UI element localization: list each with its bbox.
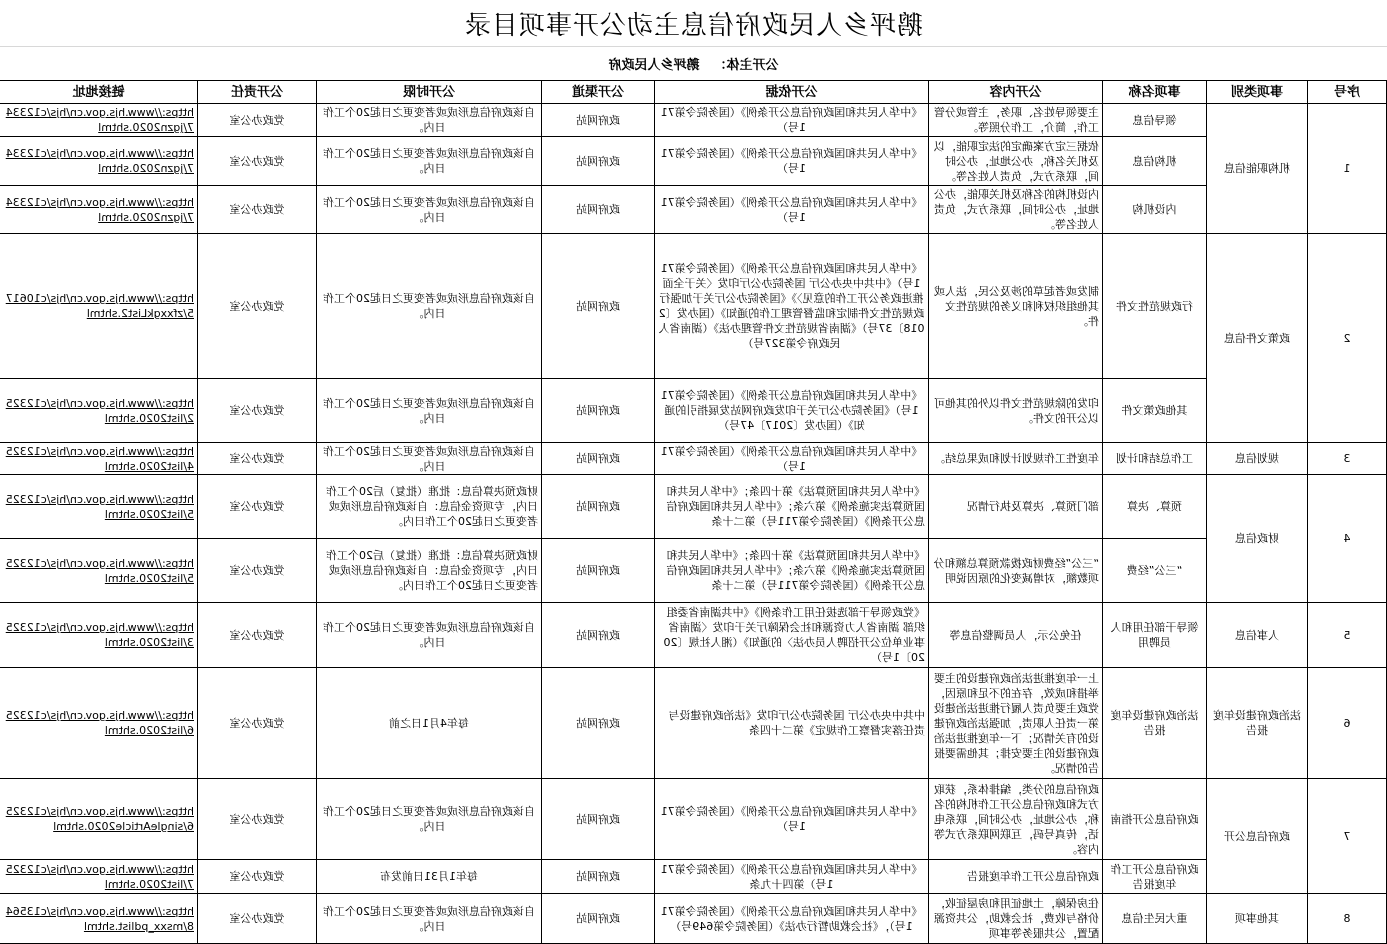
item-channel: 政府网站 [542, 104, 655, 137]
table-header-row [0, 81, 1387, 104]
item-basis: 《中华人民共和国政府信息公开条例》（国务院令第711号）《中共中央办公厅 国务院办公厅印发〈关于全面推进政务公开工作的意见〉》《国务院办公厅关于加强行政规范性文件制定和监督管理工作的通知》（国办发〔2018〕37号）《湖南省规范性文件管理办法》（湖南省人民政府令第327号） [655, 234, 929, 379]
item-name: 其他政策文件 [1103, 379, 1207, 443]
item-content: 住房保障，土地征用和房屋征收，价格与收费，社会救助，公共资源配置，公共服务等事项 [929, 894, 1103, 944]
item-deadline: 自该政府信息形成或者变更之日起20个工作日内。 [317, 779, 542, 860]
item-responsible: 党政办公室 [198, 603, 317, 668]
row-number: 4 [1308, 475, 1387, 603]
item-basis: 《中华人民共和国政府信息公开条例》（国务院令第711号），《社会救助暂行办法》（国务院令第649号） [655, 894, 929, 944]
item-content: 年度性工作规划计划和成果总结。 [929, 443, 1103, 475]
disclosure-table [0, 80, 1387, 944]
item-content: 部门预算、决算及执行情况 [929, 475, 1103, 539]
col-header-channel: 公开渠道 [542, 81, 655, 104]
table-row [0, 379, 1387, 443]
item-category: 规划信息 [1207, 443, 1308, 475]
item-link[interactable]: https://www.hjs.gov.cn/hjs/c135648/msxx_pdlist.shtml [0, 894, 198, 944]
row-number: 2 [1308, 234, 1387, 443]
item-channel: 政府网站 [542, 539, 655, 603]
item-category: 政府信息公开 [1207, 779, 1308, 894]
item-deadline: 财政预决算信息：批准（批复）后20个工作日内，专项资金信息：自该政府信息形成或者变更之日起20个工作日内。 [317, 475, 542, 539]
row-number: 3 [1308, 443, 1387, 475]
item-deadline: 自该政府信息形成或者变更之日起20个工作日内。 [317, 186, 542, 234]
item-responsible: 党政办公室 [198, 779, 317, 860]
table-row [0, 603, 1387, 668]
item-link[interactable]: https://www.hjs.gov.cn/hjs/c123252/list2020.shtml [0, 379, 198, 443]
item-deadline: 每年1月31日前发布 [317, 860, 542, 894]
publisher-line [0, 46, 1387, 81]
item-category: 政策文件信息 [1207, 234, 1308, 443]
item-responsible: 党政办公室 [198, 894, 317, 944]
item-channel: 政府网站 [542, 443, 655, 475]
table-row [0, 539, 1387, 603]
item-category: 财政信息 [1207, 475, 1308, 603]
item-responsible: 党政办公室 [198, 443, 317, 475]
col-header-link: 链接地址 [0, 81, 198, 104]
item-channel: 政府网站 [542, 779, 655, 860]
col-header-basis: 公开依据 [655, 81, 929, 104]
item-name: 领导信息 [1103, 104, 1207, 137]
publisher-name: 鹅坪乡人民政府 [608, 57, 700, 73]
row-number: 5 [1308, 603, 1387, 668]
item-basis: 《中华人民共和国政府信息公开条例》（国务院令第711号）《国务院办公厅关于印发政府网站发展指引的通知》（国办发〔2017〕47号） [655, 379, 929, 443]
col-header-category: 事项类别 [1207, 81, 1308, 104]
item-deadline: 每年4月1日之前 [317, 668, 542, 779]
table-row [0, 860, 1387, 894]
item-responsible: 党政办公室 [198, 186, 317, 234]
item-responsible: 党政办公室 [198, 379, 317, 443]
item-channel: 政府网站 [542, 894, 655, 944]
item-responsible: 党政办公室 [198, 860, 317, 894]
item-basis: 《中华人民共和国预算法》第十四条；《中华人民共和国预算法实施条例》第六条；《中华人民共和国政府信息公开条例》（国务院令第711号）第二十条 [655, 475, 929, 539]
row-number: 8 [1308, 894, 1387, 944]
row-number: 7 [1308, 779, 1387, 894]
item-name: 内设机构 [1103, 186, 1207, 234]
item-basis: 《中华人民共和国政府信息公开条例》（国务院令第711号）第四十九条 [655, 860, 929, 894]
item-category: 法治政府建设年度报告 [1207, 668, 1308, 779]
item-basis: 《中华人民共和国政府信息公开条例》（国务院令第711号） [655, 137, 929, 186]
publisher-label: 公开主体： [713, 57, 779, 73]
item-content: 上一年度推进法治政府建设的主要举措和成效，存在的不足和原因，党政主要负责人履行推进法治建设第一责任人职责，加强法治政府建设的有关情况；下一年度推进法治政府建设的主要安排；其他需要报告的情况。 [929, 668, 1103, 779]
item-name: 机构信息 [1103, 137, 1207, 186]
item-basis: 《中华人民共和国政府信息公开条例》（国务院令第711号） [655, 186, 929, 234]
table-row [0, 137, 1387, 186]
table-row [0, 104, 1387, 137]
item-content: 依据三定方案确定的法定职能，以及机关名称，办公地址，办公时间，联系方式，负责人姓名等。 [929, 137, 1103, 186]
item-basis: 中共中央办公厅 国务院办公厅印发《法治政府建设与责任落实督察工作规定》第二十四条 [655, 668, 929, 779]
item-category: 机构职能信息 [1207, 104, 1308, 234]
item-responsible: 党政办公室 [198, 104, 317, 137]
item-channel: 政府网站 [542, 186, 655, 234]
item-content: “三公”经费财政拨款预算总额和分项数额，对增减变化的原因说明 [929, 539, 1103, 603]
item-name: 政府信息公开指南 [1103, 779, 1207, 860]
row-number: 6 [1308, 668, 1387, 779]
item-deadline: 自该政府信息形成或者变更之日起20个工作日内。 [317, 234, 542, 379]
col-header-content: 公开内容 [929, 81, 1103, 104]
table-row [0, 894, 1387, 944]
item-category: 人事信息 [1207, 603, 1308, 668]
item-deadline: 自该政府信息形成或者变更之日起20个工作日内。 [317, 443, 542, 475]
item-content: 政府信息的分类，编排体系，获取方式和政府信息公开工作机构的名称，办公地址，办公时间，联系电话，传真号码，互联网联系方式等内容。 [929, 779, 1103, 860]
item-name: 预算、决算 [1103, 475, 1207, 539]
item-link[interactable]: https://www.hjs.gov.cn/hjs/c106175/zfxxgkList2.shtml [0, 234, 198, 379]
item-basis: 《中华人民共和国预算法》第十四条；《中华人民共和国预算法实施条例》第六条；《中华人民共和国政府信息公开条例》（国务院令第711号）第二十条 [655, 539, 929, 603]
table-row [0, 668, 1387, 779]
item-content: 主要领导姓名、职务，主管或分管工作，简介，工作分照等。 [929, 104, 1103, 137]
item-category: 其他事项 [1207, 894, 1308, 944]
item-link[interactable]: https://www.hjs.gov.cn/hjs/c123253/list2020.shtml [0, 603, 198, 668]
item-channel: 政府网站 [542, 475, 655, 539]
item-link[interactable]: https://www.hjs.gov.cn/hjs/c123254/list2020.shtml [0, 443, 198, 475]
item-channel: 政府网站 [542, 860, 655, 894]
item-deadline: 自该政府信息形成或者变更之日起20个工作日内。 [317, 379, 542, 443]
item-basis: 《党政领导干部选拔任用工作条例》《中共湖南省委组织部 湖南省人力资源和社会保障厅关于印发〈湖南省事业单位公开招聘人员办法〉的通知》（湘人社规〔2020〕1号） [655, 603, 929, 668]
item-name: 工作总结和计划 [1103, 443, 1207, 475]
item-link[interactable]: https://www.hjs.gov.cn/hjs/c123255/list2020.shtml [0, 539, 198, 603]
col-header-item: 事项名称 [1103, 81, 1207, 104]
item-content: 内设机构的名称及机关职能，办公地址，办公时间，联系方式，负责人姓名等。 [929, 186, 1103, 234]
item-name: 领导干部任用和人员聘用 [1103, 603, 1207, 668]
item-name: 政府信息公开工作年度报告 [1103, 860, 1207, 894]
table-row [0, 779, 1387, 860]
table-row [0, 475, 1387, 539]
item-responsible: 党政办公室 [198, 137, 317, 186]
item-channel: 政府网站 [542, 603, 655, 668]
item-link[interactable]: https://www.hjs.gov.cn/hjs/c123256/list2020.shtml [0, 668, 198, 779]
table-row [0, 443, 1387, 475]
item-deadline: 自该政府信息形成或者变更之日起20个工作日内。 [317, 104, 542, 137]
item-name: 法治政府建设年度报告 [1103, 668, 1207, 779]
item-channel: 政府网站 [542, 668, 655, 779]
item-deadline: 自该政府信息形成或者变更之日起20个工作日内。 [317, 137, 542, 186]
item-responsible: 党政办公室 [198, 475, 317, 539]
item-responsible: 党政办公室 [198, 539, 317, 603]
col-header-deadline: 公开时限 [317, 81, 542, 104]
item-basis: 《中华人民共和国政府信息公开条例》（国务院令第711号） [655, 443, 929, 475]
item-deadline: 自该政府信息形成或者变更之日起20个工作日内。 [317, 894, 542, 944]
item-link[interactable]: https://www.hjs.gov.cn/hjs/c123347/jgzn2020.shtml [0, 186, 198, 234]
item-name: 行政规范性文件 [1103, 234, 1207, 379]
table-row [0, 186, 1387, 234]
col-header-no: 序号 [1308, 81, 1387, 104]
item-name: 重大民生信息 [1103, 894, 1207, 944]
item-content: 政府信息公开工作年度报告 [929, 860, 1103, 894]
col-header-responsible: 公开责任 [198, 81, 317, 104]
item-link[interactable]: https://www.hjs.gov.cn/hjs/c123257/list2020.shtml [0, 860, 198, 894]
item-basis: 《中华人民共和国政府信息公开条例》（国务院令第711号） [655, 104, 929, 137]
item-channel: 政府网站 [542, 379, 655, 443]
item-link[interactable]: https://www.hjs.gov.cn/hjs/c123256/singleArticle2020.shtml [0, 779, 198, 860]
item-name: “三公”经费 [1103, 539, 1207, 603]
row-number: 1 [1308, 104, 1387, 234]
item-responsible: 党政办公室 [198, 234, 317, 379]
item-deadline: 自该政府信息形成或者变更之日起20个工作日内。 [317, 603, 542, 668]
item-responsible: 党政办公室 [198, 668, 317, 779]
item-link[interactable]: https://www.hjs.gov.cn/hjs/c123347/jgzn2020.shtml [0, 137, 198, 186]
item-content: 制发或者起草的涉及公民，法人或其他组织权利和义务的规范性文件。 [929, 234, 1103, 379]
page-title: 鹅坪乡人民政府信息主动公开事项目录 [0, 0, 1387, 47]
item-channel: 政府网站 [542, 234, 655, 379]
item-deadline: 财政预决算信息：批准（批复）后20个工作日内，专项资金信息：自该政府信息形成或者变更之日起20个工作日内。 [317, 539, 542, 603]
item-content: 任免公示，人员调整信息等 [929, 603, 1103, 668]
item-link[interactable]: https://www.hjs.gov.cn/hjs/c123347/jgzn2020.shtml [0, 104, 198, 137]
item-channel: 政府网站 [542, 137, 655, 186]
table-row [0, 234, 1387, 379]
item-link[interactable]: https://www.hjs.gov.cn/hjs/c123255/list2020.shtml [0, 475, 198, 539]
item-content: 印发的除规范性文件以外的其他可以公开的文件。 [929, 379, 1103, 443]
item-basis: 《中华人民共和国政府信息公开条例》（国务院令第711号） [655, 779, 929, 860]
